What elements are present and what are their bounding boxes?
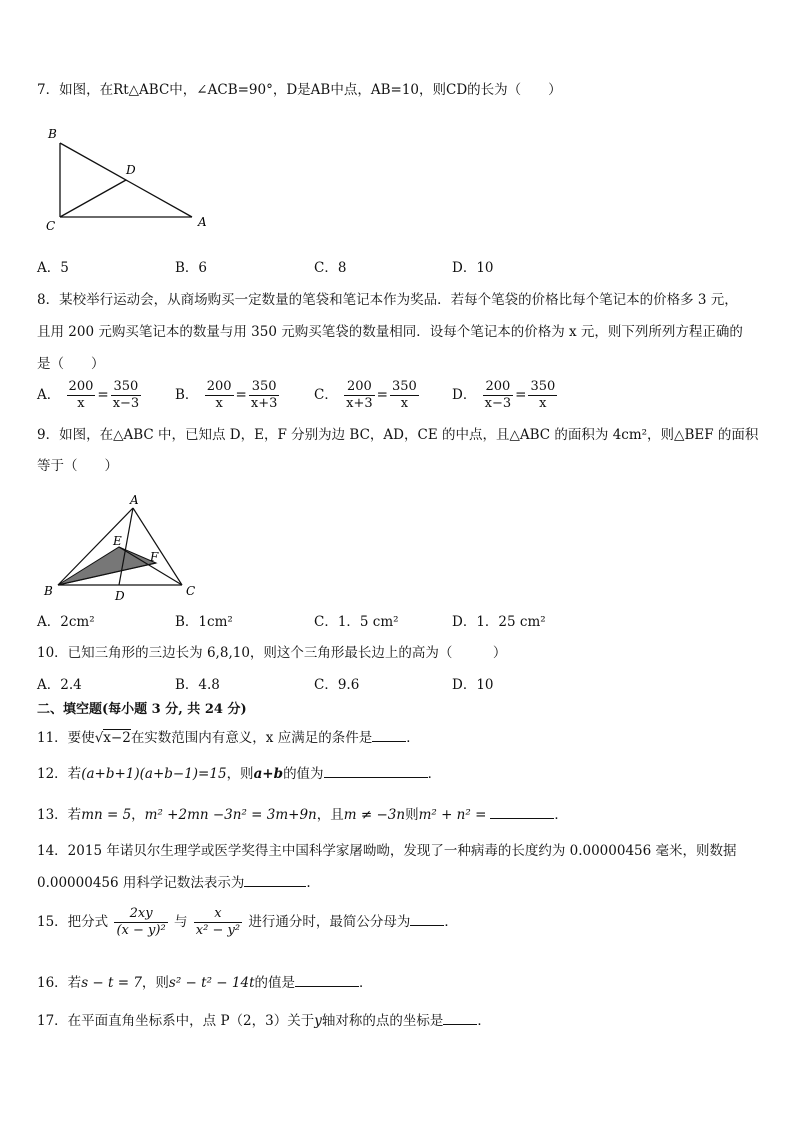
- q9-label-A: A: [130, 493, 139, 507]
- q13-answer-blank[interactable]: [490, 804, 554, 819]
- q17-answer-blank[interactable]: [443, 1010, 477, 1025]
- q8-option-d[interactable]: D． $\frac{200}{x-3}$ = $\frac{350}{x}$: [452, 379, 556, 411]
- q13: 13．若mn = 5，m² +2mn −3n² = 3m+9n，且m ≠ −3n则m² + n² = ．: [37, 804, 568, 825]
- q9-label-B: B: [44, 584, 53, 598]
- q7-option-c[interactable]: C．8: [314, 260, 347, 276]
- q8-option-a[interactable]: A． $\frac{200}{x}$ = $\frac{350}{x-3}$: [37, 379, 140, 411]
- q8-option-b[interactable]: B． $\frac{200}{x}$ = $\frac{350}{x+3}$: [175, 379, 278, 411]
- q8-line3: 是（ ）: [37, 356, 105, 372]
- q12-answer-blank[interactable]: [324, 763, 428, 778]
- q15-answer-blank[interactable]: [410, 911, 444, 926]
- q9-line2: 等于（ ）: [37, 458, 118, 474]
- q7-label-A: A: [198, 215, 207, 229]
- sqrt-symbol: √: [94, 730, 104, 746]
- q10-option-c[interactable]: C．9.6: [314, 677, 360, 693]
- q7-figure: [40, 122, 220, 237]
- section-2-heading: 二、填空题(每小题 3 分, 共 24 分): [37, 702, 247, 717]
- q9-label-D: D: [115, 589, 125, 603]
- q10-option-a[interactable]: A．2.4: [37, 677, 82, 693]
- q7-label-D: D: [126, 163, 136, 177]
- q16-answer-blank[interactable]: [295, 972, 359, 987]
- q9-label-F: F: [150, 550, 159, 564]
- q14-line2: 0.00000456 用科学记数法表示为 .: [37, 872, 311, 893]
- q8-option-c[interactable]: C． $\frac{200}{x+3}$ = $\frac{350}{x}$: [314, 379, 417, 411]
- q7-option-a[interactable]: A．5: [37, 260, 69, 276]
- q11: 11．要使√x−2在实数范围内有意义，x 应满足的条件是 ．: [37, 727, 420, 748]
- q15: 15．把分式 $\frac{2xy}{\text{(x − y)²}}$ 与 $\frac{x}{\text{x² − y²}}$ 进行通分时，最简公分母为 ．: [37, 906, 458, 938]
- q10-option-d[interactable]: D．10: [452, 677, 494, 693]
- q9-line1: 9．如图，在△ABC 中，已知点 D，E，F 分别为边 BC，AD，CE 的中点，且△ABC 的面积为 4cm²，则△BEF 的面积: [37, 427, 759, 443]
- q17: 17．在平面直角坐标系中，点 P（2，3）关于y轴对称的点的坐标是 ．: [37, 1010, 491, 1031]
- q11-answer-blank[interactable]: [372, 727, 406, 742]
- q8-line2: 且用 200 元购买笔记本的数量与用 350 元购买笔袋的数量相同．设每个笔记本的价格为 x 元，则下列所列方程正确的: [37, 324, 743, 340]
- q8-line1: 8．某校举行运动会，从商场购买一定数量的笔袋和笔记本作为奖品．若每个笔袋的价格比每个笔记本的价格多 3 元，: [37, 292, 738, 308]
- q7-option-d[interactable]: D．10: [452, 260, 494, 276]
- q14-answer-blank[interactable]: [244, 872, 306, 887]
- q9-label-E: E: [113, 534, 122, 548]
- q7-label-B: B: [48, 127, 57, 141]
- q16: 16．若s − t = 7，则s² − t² − 14t的值是 ．: [37, 972, 373, 993]
- q7-label-C: C: [46, 219, 56, 233]
- q7-option-b[interactable]: B．6: [175, 260, 208, 276]
- q9-option-a[interactable]: A．2cm²: [37, 614, 95, 630]
- q7-stem: 7．如图，在Rt△ABC中，∠ACB=90°，D是AB中点，AB=10，则CD的长为（ ）: [37, 82, 562, 98]
- q10-option-b[interactable]: B．4.8: [175, 677, 220, 693]
- q9-option-c[interactable]: C．1．5 cm²: [314, 614, 399, 630]
- q9-figure: [40, 493, 210, 605]
- q12: 12．若(a+b+1)(a+b−1)=15，则a+b的值为 ．: [37, 763, 441, 784]
- q9-label-C: C: [186, 584, 196, 598]
- q9-option-d[interactable]: D．1．25 cm²: [452, 614, 546, 630]
- q9-option-b[interactable]: B．1cm²: [175, 614, 233, 630]
- q10-stem: 10．已知三角形的三边长为 6,8,10，则这个三角形最长边上的高为（ ）: [37, 645, 507, 661]
- q14-line1: 14．2015 年诺贝尔生理学或医学奖得主中国科学家屠呦呦，发现了一种病毒的长度约为 0.00000456 毫米，则数据: [37, 843, 737, 859]
